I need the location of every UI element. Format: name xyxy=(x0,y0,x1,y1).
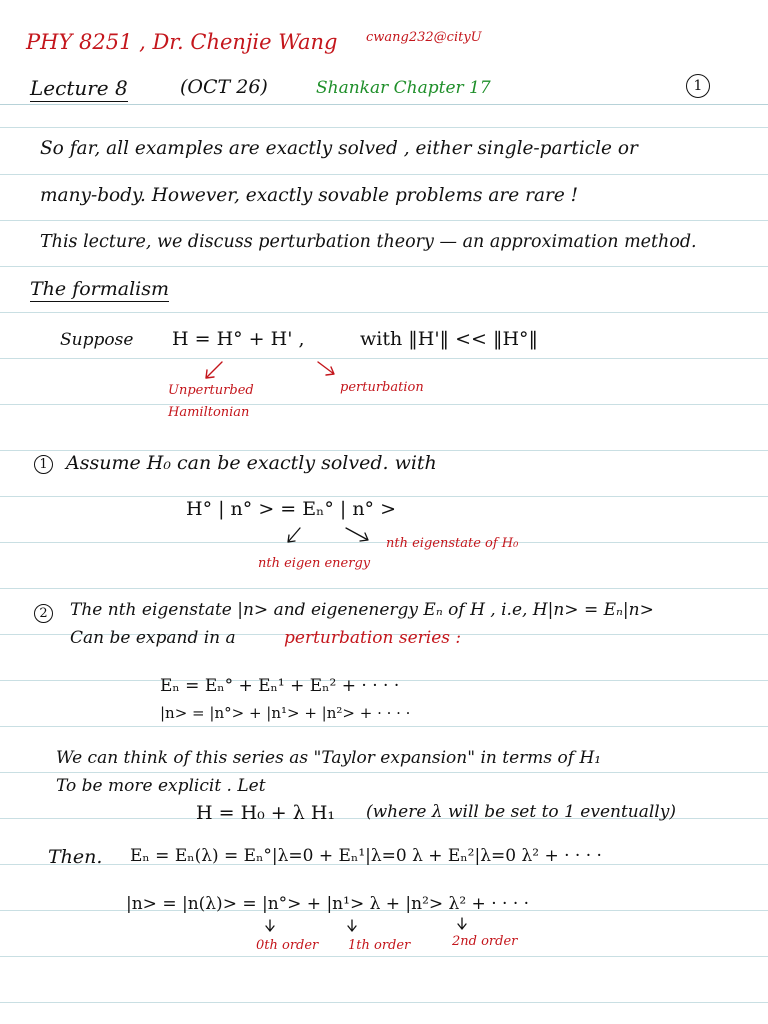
step-1-text: Assume H₀ can be exactly solved. with xyxy=(66,452,437,474)
eigenvalue-equation: H° | n° > = Eₙ° | n° > xyxy=(186,498,397,520)
email-address: cwang232@cityU xyxy=(366,30,482,45)
hamiltonian-equation: H = H° + H' , xyxy=(172,328,305,350)
textbook-reference: Shankar Chapter 17 xyxy=(316,78,491,98)
suppose-label: Suppose xyxy=(60,330,134,350)
second-order-label: 2nd order xyxy=(452,934,518,949)
lecture-title: Lecture 8 xyxy=(30,76,128,100)
perturbation-label: perturbation xyxy=(340,380,424,395)
step-2-line-1: The nth eigenstate |n> and eigenenergy Eₙ of H , i.e, H|n> = Eₙ|n> xyxy=(70,600,654,620)
intro-line-2: many-body. However, exactly sovable problems are rare ! xyxy=(40,185,579,206)
lecture-date: (OCT 26) xyxy=(180,76,268,98)
step-1-marker: 1 xyxy=(34,453,53,474)
parametrized-hamiltonian: H = H₀ + λ H₁ xyxy=(196,802,336,824)
section-heading: The formalism xyxy=(30,278,170,300)
step-2-line-2-prefix: Can be expand in a xyxy=(70,628,236,648)
energy-expansion: Eₙ = Eₙ(λ) = Eₙ°|λ=0 + Eₙ¹|λ=0 λ + Eₙ²|λ=0 λ² + · · · · xyxy=(130,846,602,866)
energy-series: Eₙ = Eₙ° + Eₙ¹ + Eₙ² + · · · · xyxy=(160,676,400,696)
lambda-note: (where λ will be set to 1 eventually) xyxy=(366,802,676,822)
course-title: PHY 8251 , Dr. Chenjie Wang xyxy=(26,30,338,54)
state-expansion: |n> = |n(λ)> = |n°> + |n¹> λ + |n²> λ² + · · · · xyxy=(126,894,530,914)
perturbation-series-label: perturbation series : xyxy=(284,628,462,648)
unperturbed-hamiltonian-label: Unperturbed Hamiltonian xyxy=(168,383,254,420)
eigen-energy-label: nth eigen energy xyxy=(258,556,371,571)
intro-line-3: This lecture, we discuss perturbation theory — an approximation method. xyxy=(40,232,697,252)
zeroth-order-label: 0th order xyxy=(256,938,319,953)
page-number: 1 xyxy=(686,74,710,98)
intro-line-1: So far, all examples are exactly solved , either single-particle or xyxy=(40,138,638,159)
perturbation-condition: with ‖H'‖ << ‖H°‖ xyxy=(360,328,539,350)
first-order-label: 1th order xyxy=(348,938,411,953)
then-label: Then. xyxy=(48,846,103,868)
taylor-line-1: We can think of this series as "Taylor expansion" in terms of H₁ xyxy=(56,748,602,768)
eigenstate-label: nth eigenstate of H₀ xyxy=(386,536,519,551)
taylor-line-2: To be more explicit . Let xyxy=(56,776,266,796)
step-2-marker: 2 xyxy=(34,602,53,623)
state-series: |n> = |n°> + |n¹> + |n²> + · · · · xyxy=(160,704,411,722)
